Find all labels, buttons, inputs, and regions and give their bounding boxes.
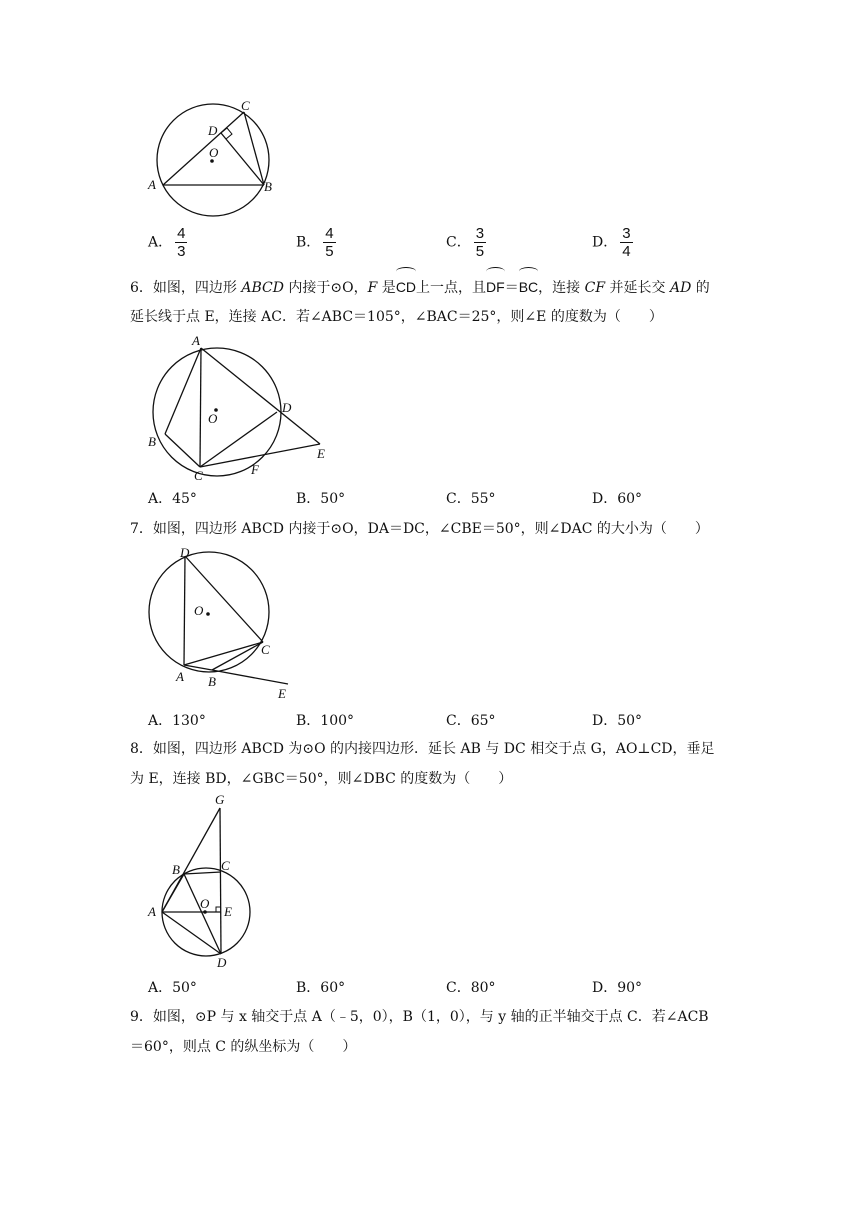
q6-option-d[interactable]: D．60° <box>592 491 643 507</box>
q6-option-b[interactable]: B．50° <box>296 491 346 507</box>
q5-option-b[interactable]: B． $\frac{4}{5}$ <box>296 225 334 260</box>
q8-label-a: A <box>148 904 156 919</box>
q7-label-a: A <box>176 669 184 684</box>
q6-label-c: C <box>194 468 203 483</box>
q7-label-d: D <box>180 545 190 560</box>
q5-label-d: D <box>208 123 218 138</box>
q8-label-e: E <box>224 904 232 919</box>
q9-stem-line2: ＝60°，则点 C 的纵坐标为（ ） <box>130 1039 357 1055</box>
q6-label-b: B <box>148 434 156 449</box>
q8-option-b[interactable]: B．60° <box>296 980 346 996</box>
q8-option-d[interactable]: D．90° <box>592 980 643 996</box>
q5-option-d[interactable]: D． $\frac{3}{4}$ <box>592 225 631 260</box>
q6-label-d: D <box>282 400 292 415</box>
q7-label-o: O <box>194 603 204 618</box>
q5-label-b: B <box>264 179 272 194</box>
q8-label-c: C <box>221 858 230 873</box>
q5-option-c[interactable]: C． $\frac{3}{5}$ <box>446 225 485 260</box>
q8-option-a[interactable]: A．50° <box>148 980 197 996</box>
q6-stem-line2: 延长线于点 E，连接 AC．若∠ABC＝105°，∠BAC＝25°，则∠E 的度数为（ ） <box>130 309 663 325</box>
q5-label-c: C <box>241 98 250 113</box>
q8-stem-line2: 为 E，连接 BD，∠GBC＝50°，则∠DBC 的度数为（ ） <box>130 771 513 787</box>
q5-option-d-fraction: $\frac{3}{4}$ <box>622 225 631 260</box>
q7-option-c[interactable]: C．65° <box>446 713 496 729</box>
q8-stem-line1: 8．如图，四边形 ABCD 为⊙O 的内接四边形．延长 AB 与 DC 相交于点 G，AO⊥CD，垂足 <box>130 741 715 757</box>
q8-label-d: D <box>217 955 227 970</box>
q6-option-a[interactable]: A．45° <box>148 491 197 507</box>
q7-label-e: E <box>278 686 286 701</box>
q6-figure <box>140 333 340 483</box>
q6-label-e: E <box>317 446 325 461</box>
q7-option-b[interactable]: B．100° <box>296 713 355 729</box>
q8-label-b: B <box>172 862 180 877</box>
q5-option-a-fraction: $\frac{4}{3}$ <box>177 225 186 260</box>
q5-option-b-fraction: $\frac{4}{5}$ <box>325 225 334 260</box>
q6-option-c[interactable]: C．55° <box>446 491 496 507</box>
q6-label-f: F <box>251 462 259 477</box>
q6-label-o: O <box>208 411 218 426</box>
q5-label-a: A <box>148 177 156 192</box>
q7-label-c: C <box>261 642 270 657</box>
q8-option-c[interactable]: C．80° <box>446 980 496 996</box>
q7-option-a[interactable]: A．130° <box>148 713 206 729</box>
q6-stem-line1: 6．如图，四边形 ABCD 内接于⊙O，F 是CD上一点，且DF＝BC，连接 CF 并延长交 AD 的 <box>130 272 740 303</box>
q9-stem-line1: 9．如图，⊙P 与 x 轴交于点 A（﹣5，0），B（1，0），与 y 轴的正半轴交于点 C．若∠ACB <box>130 1009 709 1025</box>
q8-figure <box>140 792 270 972</box>
q7-label-b: B <box>208 674 216 689</box>
q6-arc-cd: CD <box>396 272 416 302</box>
q6-arc-bc: BC <box>519 272 538 302</box>
q6-label-a: A <box>192 333 200 348</box>
q8-label-o: O <box>200 896 210 911</box>
q5-figure <box>140 98 280 218</box>
q6-arc-df: DF <box>486 272 505 302</box>
q7-stem-line1: 7．如图，四边形 ABCD 内接于⊙O，DA＝DC，∠CBE＝50°，则∠DAC 的大小为（ ） <box>130 521 709 537</box>
q5-option-a[interactable]: A． $\frac{4}{3}$ <box>148 225 186 260</box>
q5-label-o: O <box>209 145 219 160</box>
q7-option-d[interactable]: D．50° <box>592 713 643 729</box>
q8-label-g: G <box>215 792 225 807</box>
q7-figure <box>140 544 300 704</box>
q5-option-c-fraction: $\frac{3}{5}$ <box>475 225 485 260</box>
